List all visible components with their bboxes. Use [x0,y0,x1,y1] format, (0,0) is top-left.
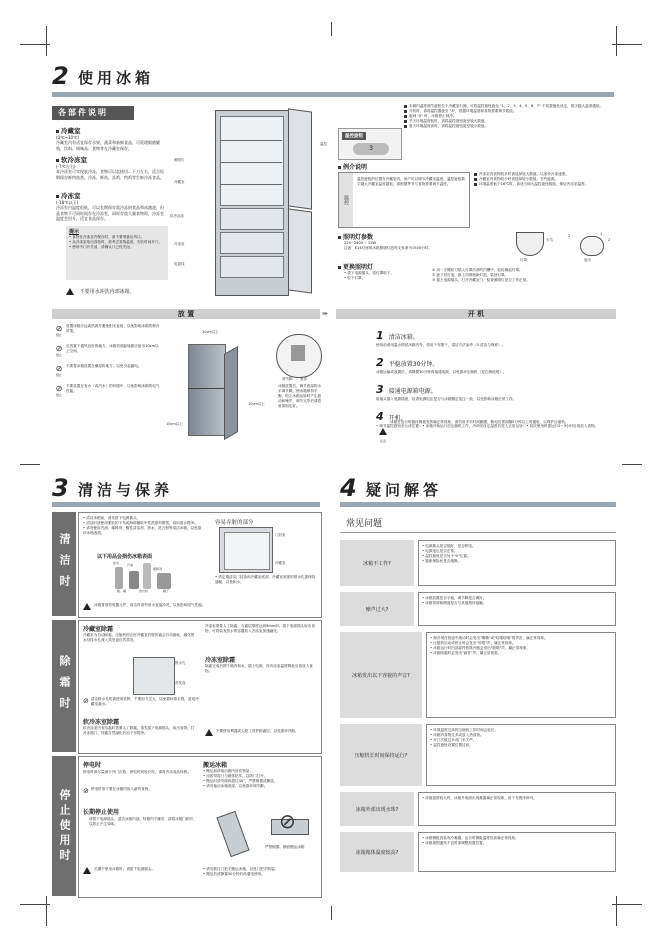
faq-question: 噪声过大? [340,592,414,626]
long-stop-title: 长期停止使用 [83,809,120,816]
clean-bullets: • 清洁冰箱前，请先拔下电源插头。 • 清洁时请使用柔软的干布或海绵蘸取中性洗涤剂擦拭，再用清水擦净。 • 请勿使用汽油、稀释剂、酸性清洁剂、热水、洗衣粉等清洁冰箱，以免损坏冰箱表面。 [83,516,202,535]
dim-label: 10cm以上 [202,330,219,334]
defrost-cold-warning: ⊘ 清洁排水孔时请使用软棒，不要用力过大，以免损坏排水管，造成冷藏室漏水。 [83,697,199,706]
dirty-label: 冷藏室 [275,561,286,565]
shelf [220,140,282,141]
bottles-figure: 热水 汽油 洗衣粉 稀释剂 酸、碱 刷子 [113,561,170,593]
prohibit-icon: ⊘ [83,697,89,705]
section-title: 清洁与保养 [78,481,174,499]
faq-answer: • 冰箱侧板内装有冷凝器，运行时侧板温度较高属正常现象。 • 冰箱周围通风不良时请调整放置位置。 [418,832,616,872]
bullet-square [56,130,59,133]
bullet-square [338,166,341,169]
faq-title: 常见问题 [346,519,383,529]
clean-warning: 冰箱背部有电器元件，清洁时请勿用水直接冲洗，以免影响电气性能。 [83,603,317,610]
long-stop-warning: 长期不使用冰箱时，请拔下电源插头。 [83,867,197,874]
bullet-square [404,120,407,123]
replace-title: 更换照明灯 [343,264,374,271]
dirty-label: 门封条 [275,533,286,537]
section-rule [52,502,320,507]
replace-step: ② 旋下旧灯泡，换上同规格新灯泡，装回灯罩。 [432,273,509,277]
crop-mark [46,896,47,926]
defrost-soft-text: 软冷冻室内有结霜时需要人工除霜，请先拔下电源插头，取出食物，打开冰箱门，待霜自然融化后用干布擦净。 [83,726,195,735]
bullet-square [474,183,477,186]
fridge-door-lower [288,208,312,293]
prohibit-icon: ⊘ [83,787,89,795]
bottles-title: 以下用品会损伤冰箱表面 [97,554,153,560]
faq-question: 冰箱发出以下容貌的声音? [340,632,422,718]
drain-label: 蒸发盘 [175,681,186,685]
temp-dial-label: 温控旋钮 [342,132,366,140]
foot-icon [291,345,305,361]
cases-title: 例介说明 [338,162,367,171]
faq-answer: • 环境湿度较大时，冰箱外表面出现凝露属正常现象，用干布擦净即可。 [418,792,616,826]
prohibit-icon: ⊘ 禁止 [55,344,63,357]
faq-answer: • 电源插头是否插好，是否停电。 • 电源电压是否正常。 • 温控旋钮是否处于"0"位置。 • 插座保险丝是否熔断。 [418,540,616,586]
clean-panel [78,512,322,618]
fridge-side [224,346,238,440]
lamp-title: 照明灯参数 [343,234,374,241]
defrost-right-warning: 不要使用利器或尖锐工具铲除霜层，以免损坏内胆。 [205,729,317,736]
fridge-open-diagram [170,110,330,298]
freezer-drawer [220,256,284,278]
label-freezer-room: 冷冻室 [174,242,185,246]
note-line: • 食物在冷冻室内保存时，请不要堵塞出风口。 [69,235,145,239]
move-figure [209,807,259,859]
replace-steps [432,268,616,283]
faq-item [340,592,616,626]
temp-bullet: 夏天环境温度高时，请将温控旋钮旋至较小数值。 [404,124,616,129]
temp-bullet: 冬天环境温度低时，请将温控旋钮旋至较大数值。 [404,119,616,124]
outage-text: 停电时请尽量减少开门次数，停电时间较长时，请将冷冻食品转移。 [83,770,191,774]
lamp-params [338,232,478,251]
prohibit-icon: ⊘ [279,809,296,833]
soft-room-range: (-7℃左右) [56,164,76,169]
side-label-defrost: 除霜时 [52,620,76,752]
prohibit-icon: ⊘ 禁止 [55,364,63,377]
faq-item [340,724,616,786]
bullet-square [404,125,407,128]
faq-divider [340,532,616,533]
fig-label: 2 [608,238,611,242]
placement-text: 不要将冰箱放置在潮湿的地方，以免引起漏电。 [66,364,142,368]
stop-panel [78,756,322,898]
temp-bullet: 旋到 "0" 时，冰箱停止制冷。 [404,114,616,119]
faq-item [340,832,616,872]
cases-bullet: 环境温度低于16℃时，请适当调大温控旋钮数值，保证冷冻室温度。 [474,182,614,187]
temp-bullet: 本箱内温度调节旋钮位于冷藏室右侧，可将温控旋钮旋至 "1、2、3、4、5、6、7" 不同数值处设定，数字越大温度越低。 [404,104,616,109]
temp-dial-figure [338,128,402,160]
prohibit-icon: ⊘ 禁止 [55,324,63,337]
soft-room-desc [56,155,166,180]
placement-diagram [166,330,276,442]
defrost-cold-text: 冷藏室为自动除霜，压缩机停止时冷藏室后壁的霜会自动融化，融化的水经排水孔流入蒸发盘自然蒸发。 [83,633,195,642]
startup-step: 3 接通电源箱电源。 将插头插入电源插座，检查电源电压是否与冰箱额定电压一致，以免影响冰箱正常工作。 [376,383,517,401]
placement-item [52,324,160,337]
cases-bullet: 冷冻室内食物较多时请选择较大数值，以加快冷冻速度。 [474,172,614,177]
leveling-foot-figure [276,334,322,378]
bottle-icon [157,573,171,589]
foot-text: 冰箱放置后，调节底部的水平调节脚，使冰箱保持平衡，防止冰箱运转时产生振动和噪声，调节完毕后请将底部固定好。 [278,384,322,408]
dim-label: 10cm以上 [248,402,265,406]
freezer-text: 冷冻室内温度很低，可以长期保存需冷冻的食品和冰激凌，但是食物不可同时间存在冷冻室，同时存放大量食物时，冷冻室温度会回升，适宜食品保存。 [56,205,164,222]
placement-bar: 放 置 [52,309,320,319]
cold-room-title: 冷藏室 [61,127,81,135]
fig-label: 灯罩 [520,258,527,262]
fridge-closed [188,344,226,436]
lamp-note: 注意：E14灯座的冰箱照明灯泡每支寿命为1500小时。 [344,246,432,250]
faq-item [340,632,616,718]
lamp-spec: 220~240V～ 15W [344,241,377,245]
drain-label: 排水孔 [175,661,186,665]
cases-bullet: 冷藏室内食物较少时请选择较小数值，节约能源。 [474,177,614,182]
section-number: 3 [52,474,69,502]
soft-freezer-drawer [220,208,284,230]
faq-item [340,792,616,826]
cases-table [338,172,614,226]
lamp-figure [510,228,616,268]
lamp-cover-icon [516,232,544,256]
faq-answer: • 冰箱放置是否平稳，调节脚是否调好。 • 冰箱背部和侧面是否与其他物体接触。 [418,592,616,626]
lamp-bulb-icon [580,236,604,256]
fig-label: 卡爪 [546,238,553,242]
cold-room-interior [220,116,284,206]
placement-list [52,324,160,397]
bullet-square [404,115,407,118]
note-title: 提示 [69,229,80,235]
startup-step: 4 开机。 • 调节温控旋钮至合适位置；• 冰箱开始运行后压缩机工作，冷却至设定温度后进入正常运转；• 初次使用时需运行2~3小时后再放入食物。 [376,410,599,428]
cases-right [474,172,614,187]
dirty-fridge-figure [219,527,273,573]
section-number: 2 [52,62,69,90]
fridge-door-upper [288,108,312,209]
soft-room-title: 软冷冻室 [61,156,87,164]
faq-answer: • 制冷剂在管道中流动时会发出"嘶嘶"或"咕噜咕噜"的声音，属正常现象。 • 压缩机启动或停止时会发出"咔嗒"声，属正常现象。 • 冰箱运行时内部部件热胀冷缩会发出"啪啪"声，属正常现象。 • 冰箱除霜时会发出"滴答"声，属正常现象。 [426,632,616,718]
temp-dial[interactable]: 3 [353,143,389,155]
dirty-title: 容易弄脏的部分 [215,520,254,526]
move-prohibit-figure [265,809,315,843]
replace-step: ③ 插上电源插头，打开冷藏室门，检查照明灯是否工作正常。 [432,278,530,282]
move-title: 搬运冰箱 [203,762,228,769]
bullet-square [338,236,341,239]
fig-label: 旋出 [584,258,591,262]
cases-side: 温控 [339,173,353,227]
dim-label: 10cm以上 [166,422,183,426]
placement-text: 应放置于通风良好的地方，冰箱顶部距墙面应留出10cm以上空间。 [66,344,159,353]
startup-steps [376,324,616,429]
faq-question: 冰箱外部出现水珠? [340,792,414,826]
faq-answer: • 环境温度过高时压缩机工作时间会延长。 • 冰箱内食物过多或放入热食物。 • 开门次数过多或门未关严。 • 温控旋钮设置位置过高。 [426,724,616,786]
shelf [220,162,282,163]
bullet-square [474,173,477,176]
bullet-square [338,266,341,269]
dirty-note: • 请定期清洁门封条和冷藏室底部，冷藏室底部的排水孔需保持通畅，以免积水。 [215,575,316,584]
replace-line: • 取下灯罩。 [344,276,366,280]
section-rule [52,92,614,97]
warning-icon [66,288,74,295]
warning-icon [205,729,213,736]
startup-note: 注意 冰箱在运行时箱体侧板发热属正常现象，请勿用手长时间触摸。断电后需间隔5分钟以上再通电，以保护压缩机。 [376,420,616,443]
placement-text: 放置冰箱应远离热源并避免阳光直射，以免影响冰箱的制冷效果。 [66,324,160,333]
bottle-icon [115,567,123,589]
move-bottom: • 请勿抓住门把手搬运冰箱，以免门把手断裂。 • 搬运后请静置30分钟后再通电使用。 [203,867,279,876]
foot-label: 调节脚 [282,377,293,381]
side-label-clean: 清洁时 [52,512,76,616]
temp-control-bullets [404,104,616,129]
fig-label: 1 [600,232,603,236]
crop-mark [331,22,332,36]
note-line: • 使用中门开关前，请确认门已经关闭。 [69,245,134,249]
startup-step: 2 平稳放置30分钟。 冰箱运输或放置后，请静置30分钟再接通电源，以免损坏压缩机（见右侧说明）。 [376,356,507,374]
freezer-range: (-18℃以下) [56,200,79,205]
parts-title: 各部件说明 [52,106,134,120]
section-title: 疑问解答 [366,481,443,499]
bottle-icon [143,563,151,589]
crop-mark [616,26,617,56]
side-label-stop: 停止使用时 [52,756,76,896]
freezer-title: 冷冻室 [61,192,81,200]
bullet-square [56,159,59,162]
move-bullets: • 搬运前请取出箱内所有物品。 • 用胶带将门与箱体粘牢，以防门打开。 • 搬运时请勿倾斜超过45°，严禁倒置或横放。 • 请勿拖动冰箱底部，以免损坏调节脚。 [203,769,278,788]
crop-mark [46,26,47,56]
section-rule [340,502,616,507]
faq-list [340,540,616,872]
crop-mark [20,464,40,465]
tilted-fridge-icon [216,811,249,857]
warning-icon [83,603,91,610]
prohibit-icon: ⊘ 禁止 [55,384,63,397]
door-split [188,388,224,389]
long-stop-text: 请拔下电源插头，清洁冰箱内部，待箱内干燥后，请将冰箱门稍开，以防止产生异味。 [89,817,197,826]
shelf [220,184,282,185]
label-soft-room: 软冷冻室 [170,214,184,218]
fridge-interior [224,532,270,570]
freezer-desc [56,191,166,222]
defrost-cold-title: 冷藏室除霜 [83,626,114,633]
cases-left [338,172,470,228]
replace-line: • 拔下电源插头，将灯罩取下。 [344,271,394,275]
fig-label: 2 [568,234,571,238]
water-warning-text: 不要用水冲洗内部冰箱。 [79,289,135,295]
label-control: 温控 [320,142,327,146]
cold-room-range: (0℃~10℃) [56,135,80,140]
drain-figure [133,657,175,695]
placement-item [52,344,160,357]
label-cold-room: 冷藏室 [174,180,185,184]
cases-left-text: 温控旋钮的位置在冷藏室内，用户可以调节冷藏室温度，温控旋钮数字越大冷藏室温度越低，请根据季节与食物需要调节温度。 [357,177,465,186]
label-power: 电源线 [174,262,185,266]
faq-question: 冰箱不工作? [340,540,414,586]
note-line: • 从冷冻室取出食物时，需考虑食物温度，勿长时间开门。 [69,240,163,244]
temp-bullet: 开机时，请将温控器旋至 "3"，根据环境温度和食物需要调节数值。 [404,109,616,114]
bullet-square [56,195,59,198]
cold-room-text: 冷藏室内有适宜保存水果、蔬菜和新鲜食品，可延缓细菌繁殖，饮料、调味品、食物等在冷藏室保存。 [56,140,160,151]
crop-mark [616,896,617,926]
replace-lamp [338,262,428,281]
crop-mark [331,906,332,920]
bottle-icon [129,571,139,589]
placement-item [52,364,160,377]
bullet-square [474,178,477,181]
placement-text: 不要放置在有水（或汽水）的环境中，以免影响冰箱的电气性能。 [66,384,160,393]
placement-item [52,384,160,397]
section-number: 4 [340,474,357,502]
defrost-freezer-title: 冷冻室除霜 [205,657,236,664]
faq-question: 冰箱箱体温度较高? [340,832,414,872]
warning-icon: 注意 [376,420,390,443]
arrow-icon: ➨ [322,309,329,318]
bullet-square [404,110,407,113]
move-warning: 严禁倒置、横放搬运冰箱 [265,845,305,849]
crop-mark [622,464,642,465]
section-title: 使用冰箱 [78,69,155,87]
defrost-panel [78,620,322,754]
startup-bar: 开 机 [336,309,616,319]
water-warning [66,288,135,295]
outage-title: 停电时 [83,762,102,769]
label-light: 照明灯 [174,158,185,162]
note-box [66,226,168,280]
startup-step: 1 清洁冰箱。 使用前请用温水擦拭冰箱内外，再用干布擦干，清洁方法参考（3 清洁与保养）。 [376,329,506,347]
defrost-freezer-text: 除霜完成后擦干箱内积水，插上电源，待冷冻室温度降低后再放入食物。 [205,664,313,673]
faq-question: 压缩机长时间保持运行? [340,724,422,786]
defrost-soft-title: 软冷冻室除霜 [83,719,120,726]
warning-icon [83,867,91,874]
freezer-drawer [220,232,284,254]
replace-step: ① 用一字螺丝刀插入灯罩后部的凹槽中，轻轻撬起灯罩。 [432,268,523,272]
defrost-mid-text: 冷冻室需要人工除霜，当霜层厚度达到5mm时，拔下电源插头取出食物，可将装有热水的容器放入冷冻室加速融化。 [205,624,315,633]
cold-room-desc [56,126,166,151]
faq-item [340,540,616,586]
foot-label: 底部 [300,377,307,381]
bullet-square [404,105,407,108]
outage-warning: ⊘ 停电时请不要在冰箱内放入新的食物。 [83,787,152,795]
soft-room-text: 本冷冻室可实现软冷冻，食物可以直接切…下刀左右，适合短期保存鲜肉鱼类、冷冻、鲜鱼、冻鸡、肉鸡等生鲜冷冻食品。 [56,169,164,180]
